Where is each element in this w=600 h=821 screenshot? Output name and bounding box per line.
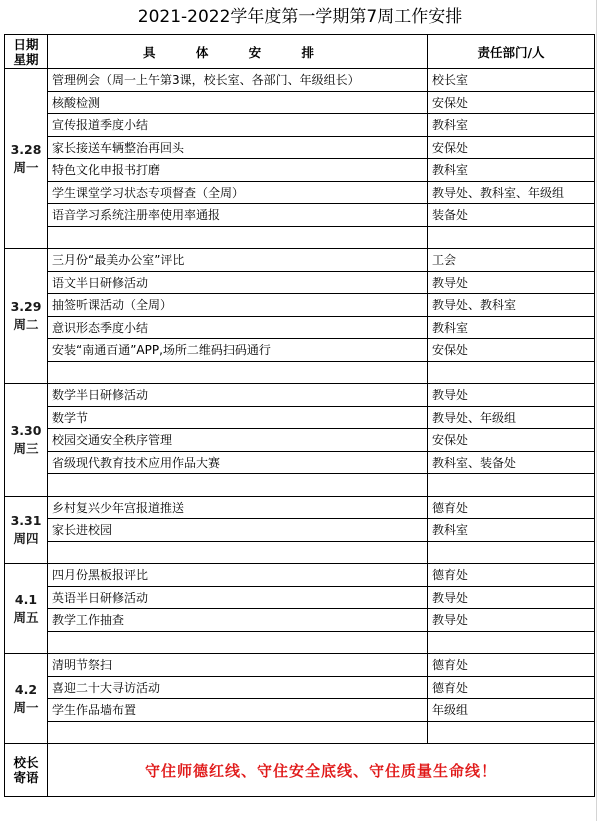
schedule-row bbox=[5, 159, 595, 182]
schedule-row bbox=[5, 429, 595, 452]
schedule-row bbox=[5, 721, 595, 744]
schedule-row bbox=[5, 496, 595, 519]
schedule-row bbox=[5, 451, 595, 474]
schedule-row bbox=[5, 136, 595, 159]
responsible-cell: 教导处 bbox=[428, 384, 595, 407]
responsible-cell: 教导处 bbox=[428, 271, 595, 294]
schedule-row bbox=[5, 294, 595, 317]
task-cell bbox=[48, 361, 428, 384]
schedule-table bbox=[4, 34, 595, 797]
schedule-row bbox=[5, 339, 595, 362]
arrangement-header: 具 体 安 排 bbox=[48, 35, 428, 69]
principal-motto: 守住师德红线、守住安全底线、守住质量生命线！ bbox=[48, 744, 595, 797]
sheet-gridline bbox=[596, 0, 597, 821]
schedule-row bbox=[5, 406, 595, 429]
task-cell bbox=[48, 721, 428, 744]
date-header-label: 日期 bbox=[13, 36, 39, 52]
responsible-cell: 教导处、教科室、年级组 bbox=[428, 181, 595, 204]
task-cell: 家长进校园 bbox=[48, 519, 428, 542]
schedule-row bbox=[5, 519, 595, 542]
responsible-cell bbox=[428, 361, 595, 384]
page-title: 2021-2022学年度第一学期第7周工作安排 bbox=[137, 7, 463, 27]
task-cell: 语文半日研修活动 bbox=[48, 271, 428, 294]
task-cell: 三月份“最美办公室”评比 bbox=[48, 249, 428, 272]
schedule-row bbox=[5, 69, 595, 92]
responsible-cell: 安保处 bbox=[428, 91, 595, 114]
task-cell: 宣传报道季度小结 bbox=[48, 114, 428, 137]
schedule-row bbox=[5, 474, 595, 497]
responsible-cell: 教导处、年级组 bbox=[428, 406, 595, 429]
responsible-cell: 安保处 bbox=[428, 429, 595, 452]
day-date: 3.29 bbox=[10, 299, 42, 314]
schedule-row bbox=[5, 271, 595, 294]
schedule-row bbox=[5, 564, 595, 587]
responsible-cell bbox=[428, 631, 595, 654]
responsible-cell: 工会 bbox=[428, 249, 595, 272]
task-cell: 特色文化申报书打磨 bbox=[48, 159, 428, 182]
schedule-row bbox=[5, 699, 595, 722]
responsible-cell bbox=[428, 541, 595, 564]
task-cell: 四月份黑板报评比 bbox=[48, 564, 428, 587]
task-cell: 学生作品墙布置 bbox=[48, 699, 428, 722]
day-date: 3.31 bbox=[10, 512, 42, 528]
schedule-row bbox=[5, 249, 595, 272]
responsible-cell: 教导处 bbox=[428, 609, 595, 632]
day-weekday: 周三 bbox=[13, 440, 39, 456]
responsible-cell: 校长室 bbox=[428, 69, 595, 92]
task-cell: 家长接送车辆整治再回头 bbox=[48, 136, 428, 159]
responsible-cell: 装备处 bbox=[428, 204, 595, 227]
task-cell: 安装“南通百通”APP,场所二维码扫码通行 bbox=[48, 339, 428, 362]
responsible-cell bbox=[428, 474, 595, 497]
date-weekday-header bbox=[5, 35, 48, 69]
day-date: 4.2 bbox=[14, 681, 38, 697]
day-cell bbox=[5, 564, 48, 654]
schedule-row bbox=[5, 609, 595, 632]
day-cell bbox=[5, 384, 48, 497]
task-cell: 抽签听课活动（全周） bbox=[48, 294, 428, 317]
principal-message-label bbox=[5, 744, 48, 797]
schedule-row bbox=[5, 361, 595, 384]
responsible-cell: 教科室 bbox=[428, 159, 595, 182]
day-date: 4.1 bbox=[14, 591, 38, 607]
schedule-row bbox=[5, 631, 595, 654]
responsible-cell: 年级组 bbox=[428, 699, 595, 722]
task-cell: 管理例会（周一上午第3课，校长室、各部门、年级组长） bbox=[48, 69, 428, 92]
day-cell bbox=[5, 249, 48, 384]
responsible-cell: 教科室 bbox=[428, 114, 595, 137]
responsible-cell: 安保处 bbox=[428, 136, 595, 159]
task-cell bbox=[48, 631, 428, 654]
schedule-row bbox=[5, 654, 595, 677]
responsible-cell: 教导处 bbox=[428, 586, 595, 609]
task-cell bbox=[48, 226, 428, 249]
day-cell bbox=[5, 496, 48, 564]
task-cell: 喜迎二十大寻访活动 bbox=[48, 676, 428, 699]
task-cell: 乡村复兴少年宫报道推送 bbox=[48, 496, 428, 519]
principal-message-row bbox=[5, 744, 595, 797]
day-date: 3.28 bbox=[10, 141, 42, 157]
day-cell bbox=[5, 654, 48, 744]
task-cell: 意识形态季度小结 bbox=[48, 316, 428, 339]
task-cell bbox=[48, 541, 428, 564]
task-cell: 语音学习系统注册率使用率通报 bbox=[48, 204, 428, 227]
schedule-row bbox=[5, 114, 595, 137]
day-weekday: 周一 bbox=[13, 159, 39, 175]
task-cell: 数学节 bbox=[48, 406, 428, 429]
header-row bbox=[5, 35, 595, 69]
responsible-cell: 安保处 bbox=[428, 339, 595, 362]
responsible-cell: 教科室 bbox=[428, 316, 595, 339]
task-cell: 英语半日研修活动 bbox=[48, 586, 428, 609]
responsible-cell: 教导处、教科室 bbox=[428, 294, 595, 317]
day-weekday: 周五 bbox=[13, 609, 39, 625]
schedule-row bbox=[5, 541, 595, 564]
responsible-cell: 德育处 bbox=[428, 676, 595, 699]
task-cell: 清明节祭扫 bbox=[48, 654, 428, 677]
task-cell bbox=[48, 474, 428, 497]
day-date: 3.30 bbox=[10, 422, 42, 438]
principal-label-line2: 寄语 bbox=[13, 770, 39, 785]
task-cell: 省级现代教育技术应用作品大赛 bbox=[48, 451, 428, 474]
day-cell bbox=[5, 69, 48, 249]
day-weekday: 周一 bbox=[13, 699, 39, 715]
responsible-cell: 教科室 bbox=[428, 519, 595, 542]
responsible-cell: 德育处 bbox=[428, 564, 595, 587]
task-cell: 核酸检测 bbox=[48, 91, 428, 114]
schedule-row bbox=[5, 316, 595, 339]
schedule-row bbox=[5, 676, 595, 699]
weekday-header-label: 星期 bbox=[13, 51, 39, 67]
schedule-row bbox=[5, 91, 595, 114]
schedule-row bbox=[5, 181, 595, 204]
task-cell: 教学工作抽查 bbox=[48, 609, 428, 632]
responsible-cell: 教科室、装备处 bbox=[428, 451, 595, 474]
day-weekday: 周四 bbox=[13, 530, 39, 546]
task-cell: 学生课堂学习状态专项督查（全周） bbox=[48, 181, 428, 204]
schedule-row bbox=[5, 226, 595, 249]
responsible-header: 责任部门/人 bbox=[428, 35, 595, 69]
task-cell: 校园交通安全秩序管理 bbox=[48, 429, 428, 452]
schedule-row bbox=[5, 586, 595, 609]
responsible-cell: 德育处 bbox=[428, 654, 595, 677]
responsible-cell: 德育处 bbox=[428, 496, 595, 519]
schedule-row bbox=[5, 204, 595, 227]
task-cell: 数学半日研修活动 bbox=[48, 384, 428, 407]
schedule-row bbox=[5, 384, 595, 407]
responsible-cell bbox=[428, 721, 595, 744]
principal-label-line1: 校长 bbox=[13, 755, 39, 770]
day-weekday: 周二 bbox=[13, 317, 39, 332]
responsible-cell bbox=[428, 226, 595, 249]
